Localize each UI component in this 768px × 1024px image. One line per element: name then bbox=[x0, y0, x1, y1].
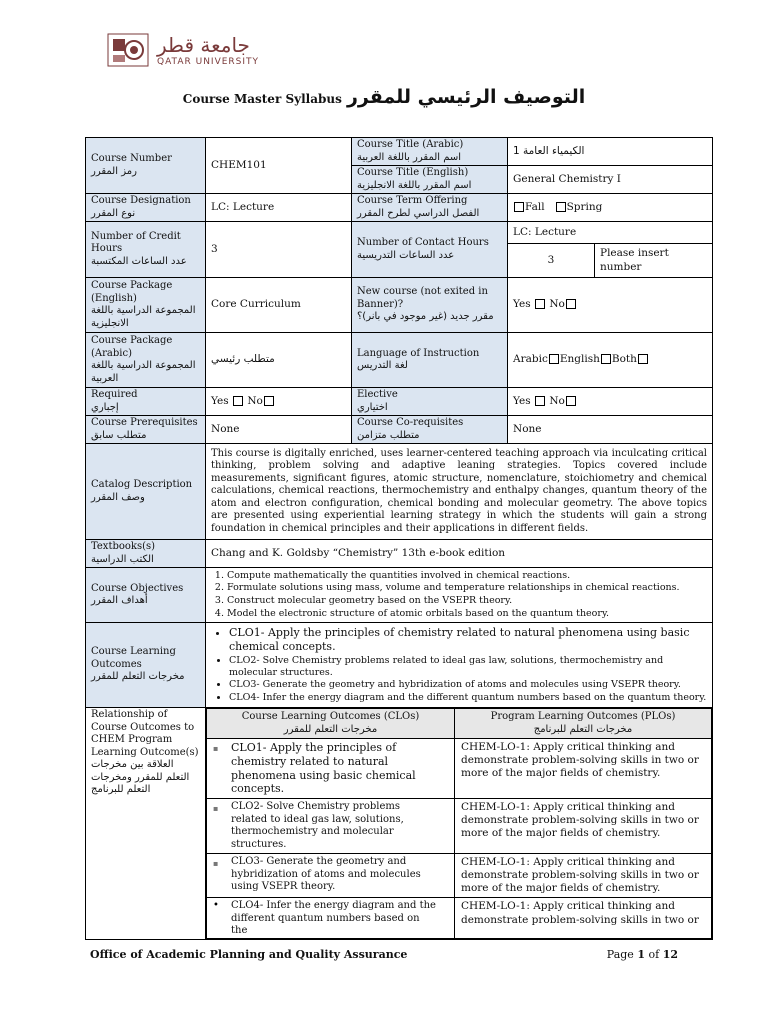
course-number-value: CHEM101 bbox=[206, 138, 352, 194]
elective-label: Elective اختياري bbox=[352, 388, 508, 416]
course-number-label: Course Number رمز المقرر bbox=[86, 138, 206, 194]
contact-hours-note: Please insert number bbox=[595, 244, 713, 278]
syllabus-table bbox=[85, 137, 713, 940]
objectives-label: Course Objectives أهداف المقرر bbox=[86, 568, 206, 623]
term-offering-label: Course Term Offering الفصل الدراسي لطرح المقرر bbox=[352, 194, 508, 222]
prerequisites-value: None bbox=[206, 416, 352, 444]
new-course-label: New course (not exited in Banner)? مقرر جديد (غير موجود في بانر)؟ bbox=[352, 278, 508, 333]
spring-checkbox[interactable] bbox=[556, 202, 566, 212]
bullet-icon: ▪ bbox=[213, 744, 219, 753]
required-no-checkbox[interactable] bbox=[264, 396, 274, 406]
both-checkbox[interactable] bbox=[638, 354, 648, 364]
clo-item: • CLO3- Generate the geometry and hybridization of atoms and molecules using VSEPR theory. bbox=[229, 679, 707, 691]
clo-plo-table bbox=[206, 708, 712, 939]
footer-office: Office of Academic Planning and Quality Assurance bbox=[90, 948, 408, 961]
elective-options: Yes No bbox=[508, 388, 713, 416]
plo-column-header: Program Learning Outcomes (PLOs) مخرجات التعلم للبرنامج bbox=[455, 709, 712, 739]
logo-arabic-text: جامعة قطر bbox=[157, 33, 250, 57]
catalog-description: This course is digitally enriched, uses learner-centered teaching approach via inculcating critical thinking, problem solving and adaptive leaning strategies. Topics covered include measurements, significant figures, atomic structure, nomenclature, stoichiometry and chemical calculations, chemical reactions, thermochemistry and enthalpy changes, quantum theory of the atom and electron configuration, chemical bonding and molecular geometry. The above topics are presented using experiential learning strategy in which the students will gain a strong foundation in chemical principles and their applications in different fields. bbox=[206, 444, 713, 540]
title-arabic-label: Course Title (Arabic) اسم المقرر باللغة العربية bbox=[352, 138, 508, 166]
contact-hours-label: Number of Contact Hours عدد الساعات التدريسية bbox=[352, 222, 508, 278]
prerequisites-label: Course Prerequisites متطلب سابق bbox=[86, 416, 206, 444]
elective-no-checkbox[interactable] bbox=[566, 396, 576, 406]
relationship-cell bbox=[206, 708, 713, 940]
plo-cell: CHEM-LO-1: Apply critical thinking and demonstrate problem-solving skills in two or bbox=[455, 898, 712, 939]
required-label: Required إجباري bbox=[86, 388, 206, 416]
catalog-label: Catalog Description وصف المقرر bbox=[86, 444, 206, 540]
language-options: Arabic English Both bbox=[508, 333, 713, 388]
new-course-no-checkbox[interactable] bbox=[566, 299, 576, 309]
fall-checkbox[interactable] bbox=[514, 202, 524, 212]
corequisites-label: Course Co-requisites متطلب متزامن bbox=[352, 416, 508, 444]
term-offering-options: Fall Spring bbox=[508, 194, 713, 222]
package-english-value: Core Curriculum bbox=[206, 278, 352, 333]
clo-item: • CLO4- Infer the energy diagram and the different quantum numbers based on the quantum theory. bbox=[229, 692, 707, 704]
elective-yes-checkbox[interactable] bbox=[535, 396, 545, 406]
english-checkbox[interactable] bbox=[601, 354, 611, 364]
contact-hours-type: LC: Lecture bbox=[508, 222, 713, 244]
package-arabic-value: متطلب رئيسي bbox=[206, 333, 352, 388]
objectives-list-cell bbox=[206, 568, 713, 623]
textbooks-value: Chang and K. Goldsby “Chemistry” 13th e-book edition bbox=[206, 540, 713, 568]
clo-item: • CLO1- Apply the principles of chemistry related to natural phenomena using basic chemical concepts. bbox=[229, 626, 707, 655]
arabic-checkbox[interactable] bbox=[549, 354, 559, 364]
contact-hours-value: 3 bbox=[508, 244, 595, 278]
objectives-list bbox=[211, 570, 707, 620]
credit-hours-label: Number of Credit Hours عدد الساعات المكتسبة bbox=[86, 222, 206, 278]
bullet-icon: ▪ bbox=[213, 859, 219, 868]
package-arabic-label: Course Package (Arabic) المجموعة الدراسية باللغة العربية bbox=[86, 333, 206, 388]
required-yes-checkbox[interactable] bbox=[233, 396, 243, 406]
clo-label: Course Learning Outcomes مخرجات التعلم للمقرر bbox=[86, 623, 206, 708]
qu-emblem-icon bbox=[107, 33, 149, 67]
plo-cell: CHEM-LO-1: Apply critical thinking and demonstrate problem-solving skills in two or more of the major fields of chemistry. bbox=[455, 799, 712, 854]
university-logo bbox=[107, 33, 277, 73]
plo-cell: CHEM-LO-1: Apply critical thinking and demonstrate problem-solving skills in two or more of the major fields of chemistry. bbox=[455, 739, 712, 799]
title-english-value: General Chemistry I bbox=[508, 166, 713, 194]
required-options: Yes No bbox=[206, 388, 352, 416]
plo-cell: CHEM-LO-1: Apply critical thinking and demonstrate problem-solving skills in two or more of the major fields of chemistry. bbox=[455, 854, 712, 898]
designation-value: LC: Lecture bbox=[206, 194, 352, 222]
designation-label: Course Designation نوع المقرر bbox=[86, 194, 206, 222]
relationship-label: Relationship of Course Outcomes to CHEM Program Learning Outcome(s) العلاقة بين مخرجات التعلم للمقرر ومخرجات التعلم للبرنامج bbox=[86, 708, 206, 940]
clo-list bbox=[211, 626, 707, 704]
page-title bbox=[0, 86, 768, 108]
footer-page-number: Page 1 of 12 bbox=[606, 948, 678, 961]
title-arabic-value: الكيمياء العامة 1 bbox=[508, 138, 713, 166]
clo-cell: • CLO4- Infer the energy diagram and the different quantum numbers based on the bbox=[207, 898, 455, 939]
clo-column-header: Course Learning Outcomes (CLOs) مخرجات التعلم للمقرر bbox=[207, 709, 455, 739]
bullet-icon: ▪ bbox=[213, 804, 219, 813]
objective-item: 3. Construct molecular geometry based on the VSEPR theory. bbox=[227, 595, 707, 608]
clo-cell: ▪ CLO3- Generate the geometry and hybridization of atoms and molecules using VSEPR theory. bbox=[207, 854, 455, 898]
clo-item: • CLO2- Solve Chemistry problems related to ideal gas law, solutions, thermochemistry and molecular structures. bbox=[229, 655, 707, 680]
textbooks-label: Textbooks(s) الكتب الدراسية bbox=[86, 540, 206, 568]
title-english: Course Master Syllabus bbox=[182, 92, 342, 106]
logo-english-text: QATAR UNIVERSITY bbox=[157, 57, 260, 67]
new-course-yes-checkbox[interactable] bbox=[535, 299, 545, 309]
objective-item: 4. Model the electronic structure of atomic orbitals based on the quantum theory. bbox=[227, 608, 707, 621]
title-english-label: Course Title (English) اسم المقرر باللغة الانجليزية bbox=[352, 166, 508, 194]
new-course-options: Yes No bbox=[508, 278, 713, 333]
clo-cell: ▪ CLO2- Solve Chemistry problems related to ideal gas law, solutions, thermochemistry and molecular structures. bbox=[207, 799, 455, 854]
package-english-label: Course Package (English) المجموعة الدراسية باللغة الانجليزية bbox=[86, 278, 206, 333]
title-arabic: التوصيف الرئيسي للمقرر bbox=[346, 86, 586, 108]
clo-list-cell bbox=[206, 623, 713, 708]
objective-item: 2. Formulate solutions using mass, volume and temperature relationships in chemical reactions. bbox=[227, 582, 707, 595]
bullet-icon: • bbox=[213, 900, 219, 912]
objective-item: 1. Compute mathematically the quantities involved in chemical reactions. bbox=[227, 570, 707, 583]
clo-cell: ▪ CLO1- Apply the principles of chemistry related to natural phenomena using basic chemical concepts. bbox=[207, 739, 455, 799]
language-label: Language of Instruction لغة التدريس bbox=[352, 333, 508, 388]
corequisites-value: None bbox=[508, 416, 713, 444]
credit-hours-value: 3 bbox=[206, 222, 352, 278]
